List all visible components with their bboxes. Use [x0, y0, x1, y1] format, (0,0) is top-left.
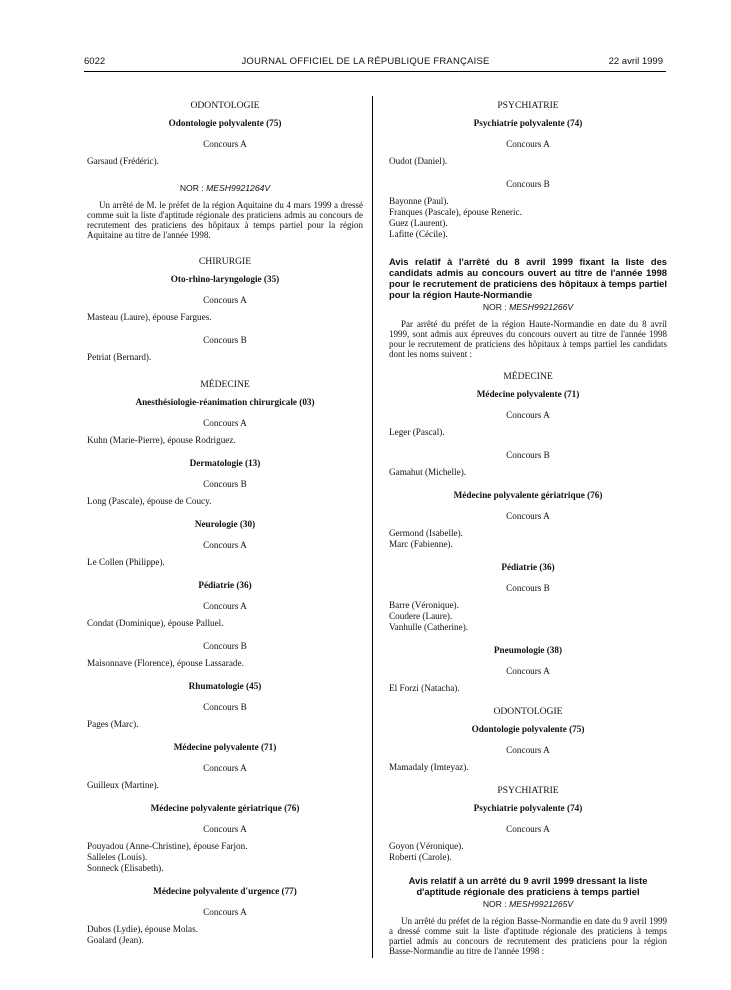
specialty-heading: Dermatologie (13): [189, 458, 261, 468]
candidate-name: Petriat (Bernard).: [87, 352, 152, 362]
concours-label: Concours A: [506, 666, 550, 676]
candidate-name: Guilleux (Martine).: [87, 780, 159, 790]
candidate-name: Garsaud (Frédéric).: [87, 156, 159, 166]
concours-label: Concours B: [203, 641, 247, 651]
left-column: [87, 100, 363, 946]
concours-label: Concours A: [203, 601, 247, 611]
candidate-name: Pouyadou (Anne-Christine), épouse Farjon.: [87, 841, 248, 851]
candidate-name: Coudere (Laure).: [389, 611, 453, 621]
specialty-heading: Psychiatrie polyvalente (74): [473, 118, 583, 128]
right-column: [389, 100, 667, 956]
specialty-heading: Odontologie polyvalente (75): [168, 118, 282, 128]
concours-label: Concours A: [203, 418, 247, 428]
section-heading: CHIRURGIE: [198, 256, 252, 267]
decree-paragraph: Un arrêté du préfet de la région Basse-Normandie en date du 9 avril 1999 a dressé comme suit la liste d'aptitude régionale des praticiens à temps partiel admis au concours de recrutement des praticiens pour la région Basse-Normandie au titre de l'année 1998 :: [389, 916, 667, 956]
specialty-heading: Médecine polyvalente gériatrique (76): [453, 490, 603, 500]
concours-label: Concours A: [203, 763, 247, 773]
specialty-heading: Pneumologie (38): [493, 645, 563, 655]
specialty-heading: Rhumatologie (45): [188, 681, 262, 691]
specialty-heading: Oto-rhino-laryngologie (35): [170, 274, 280, 284]
specialty-heading: Médecine polyvalente (71): [173, 742, 277, 752]
decree-paragraph: Par arrêté du préfet de la région Haute-Normandie en date du 8 avril 1999, sont admis aux épreuves du concours ouvert au titre de l'année 1998 pour le recrutement de praticiens des hôpitaux à temps partiel les candidats dont les noms suivent :: [389, 319, 667, 359]
nor-label: NOR :: [482, 899, 507, 909]
specialty-heading: Pédiatrie (36): [198, 580, 252, 590]
specialty-heading: Neurologie (30): [194, 519, 256, 529]
candidate-name: Guez (Laurent).: [389, 218, 448, 228]
candidate-name: Mamadaly (Imteyaz).: [389, 762, 469, 772]
concours-label: Concours B: [506, 583, 550, 593]
specialty-heading: Psychiatrie polyvalente (74): [473, 803, 583, 813]
specialty-heading: Anesthésiologie-réanimation chirurgicale (03): [135, 397, 315, 407]
section-heading: PSYCHIATRIE: [497, 100, 559, 111]
candidate-name: Dubos (Lydie), épouse Molas.: [87, 924, 198, 934]
notice-heading: Avis relatif à l'arrêté du 8 avril 1999 fixant la liste des candidats admis au concours ouvert au titre de l'année 1998 pour le recrutement de praticiens des hôpitaux à temps partiel pour la région Haute-Normandie: [389, 256, 667, 300]
section-heading: ODONTOLOGIE: [493, 706, 563, 717]
concours-label: Concours A: [506, 824, 550, 834]
header-rule: [84, 71, 666, 72]
concours-label: Concours B: [506, 179, 550, 189]
candidate-name: Germond (Isabelle).: [389, 528, 463, 538]
specialty-heading: Odontologie polyvalente (75): [471, 724, 585, 734]
nor-code: MESH9921264V: [206, 183, 271, 193]
nor-label: NOR :: [482, 302, 507, 312]
candidate-name: Sonneck (Elisabeth).: [87, 863, 164, 873]
specialty-heading: Médecine polyvalente gériatrique (76): [150, 803, 300, 813]
candidate-name: Long (Pascale), épouse de Coucy.: [87, 496, 212, 506]
concours-label: Concours A: [203, 907, 247, 917]
notice-heading: Avis relatif à un arrêté du 9 avril 1999 dressant la liste d'aptitude régionale des praticiens à temps partiel: [408, 875, 648, 897]
concours-label: Concours A: [203, 540, 247, 550]
candidate-name: Salleles (Louis).: [87, 852, 148, 862]
candidate-name: Vanhulle (Catherine).: [389, 622, 469, 632]
section-heading: PSYCHIATRIE: [497, 785, 559, 796]
candidate-name: Le Collen (Philippe).: [87, 557, 165, 567]
candidate-name: Bayonne (Paul).: [389, 196, 449, 206]
candidate-name: Masteau (Laure), épouse Fargues.: [87, 312, 212, 322]
candidate-name: Gamahut (Michelle).: [389, 467, 467, 477]
candidate-name: Goyon (Véronique).: [389, 841, 464, 851]
candidate-name: Barre (Véronique).: [389, 600, 459, 610]
issue-date: 22 avril 1999: [608, 56, 663, 67]
candidate-name: Pages (Marc).: [87, 719, 139, 729]
section-heading: MÉDECINE: [503, 371, 553, 382]
nor-reference: [389, 899, 667, 910]
candidate-name: Goalard (Jean).: [87, 935, 144, 945]
candidate-name: Roberti (Carole).: [389, 852, 452, 862]
concours-label: Concours B: [203, 702, 247, 712]
candidate-name: Kuhn (Marie-Pierre), épouse Rodriguez.: [87, 435, 236, 445]
candidate-name: Oudot (Daniel).: [389, 156, 448, 166]
journal-title: JOURNAL OFFICIEL DE LA RÉPUBLIQUE FRANÇAISE: [241, 56, 490, 67]
nor-reference: [389, 302, 667, 313]
column-divider: [372, 96, 373, 958]
candidate-name: Condat (Dominique), épouse Palluel.: [87, 618, 224, 628]
concours-label: Concours A: [506, 745, 550, 755]
candidate-name: Maisonnave (Florence), épouse Lassarade.: [87, 658, 244, 668]
candidate-name: El Forzi (Natacha).: [389, 683, 460, 693]
decree-paragraph: Un arrêté de M. le préfet de la région Aquitaine du 4 mars 1999 a dressé comme suit la liste d'aptitude régionale des praticiens admis au concours de recrutement des praticiens des hôpitaux à temps partiel pour la région Aquitaine au titre de l'année 1998.: [87, 200, 363, 240]
candidate-name: Leger (Pascal).: [389, 427, 445, 437]
concours-label: Concours B: [506, 450, 550, 460]
concours-label: Concours B: [203, 335, 247, 345]
concours-label: Concours A: [506, 139, 550, 149]
candidate-name: Lafitte (Cécile).: [389, 229, 448, 239]
nor-code: MESH9921265V: [509, 899, 574, 909]
page-number: 6022: [84, 56, 106, 67]
nor-label: NOR :: [179, 183, 204, 193]
nor-code: MESH9921266V: [509, 302, 574, 312]
candidate-name: Franques (Pascale), épouse Reneric.: [389, 207, 522, 217]
concours-label: Concours A: [506, 511, 550, 521]
candidate-name: Marc (Fabienne).: [389, 539, 453, 549]
specialty-heading: Médecine polyvalente d'urgence (77): [153, 886, 297, 896]
section-heading: ODONTOLOGIE: [190, 100, 260, 111]
concours-label: Concours B: [203, 479, 247, 489]
concours-label: Concours A: [203, 139, 247, 149]
specialty-heading: Médecine polyvalente (71): [476, 389, 580, 399]
section-heading: MÉDECINE: [200, 379, 250, 390]
concours-label: Concours A: [506, 410, 550, 420]
concours-label: Concours A: [203, 824, 247, 834]
concours-label: Concours A: [203, 295, 247, 305]
nor-reference: [87, 183, 363, 194]
specialty-heading: Pédiatrie (36): [501, 562, 555, 572]
